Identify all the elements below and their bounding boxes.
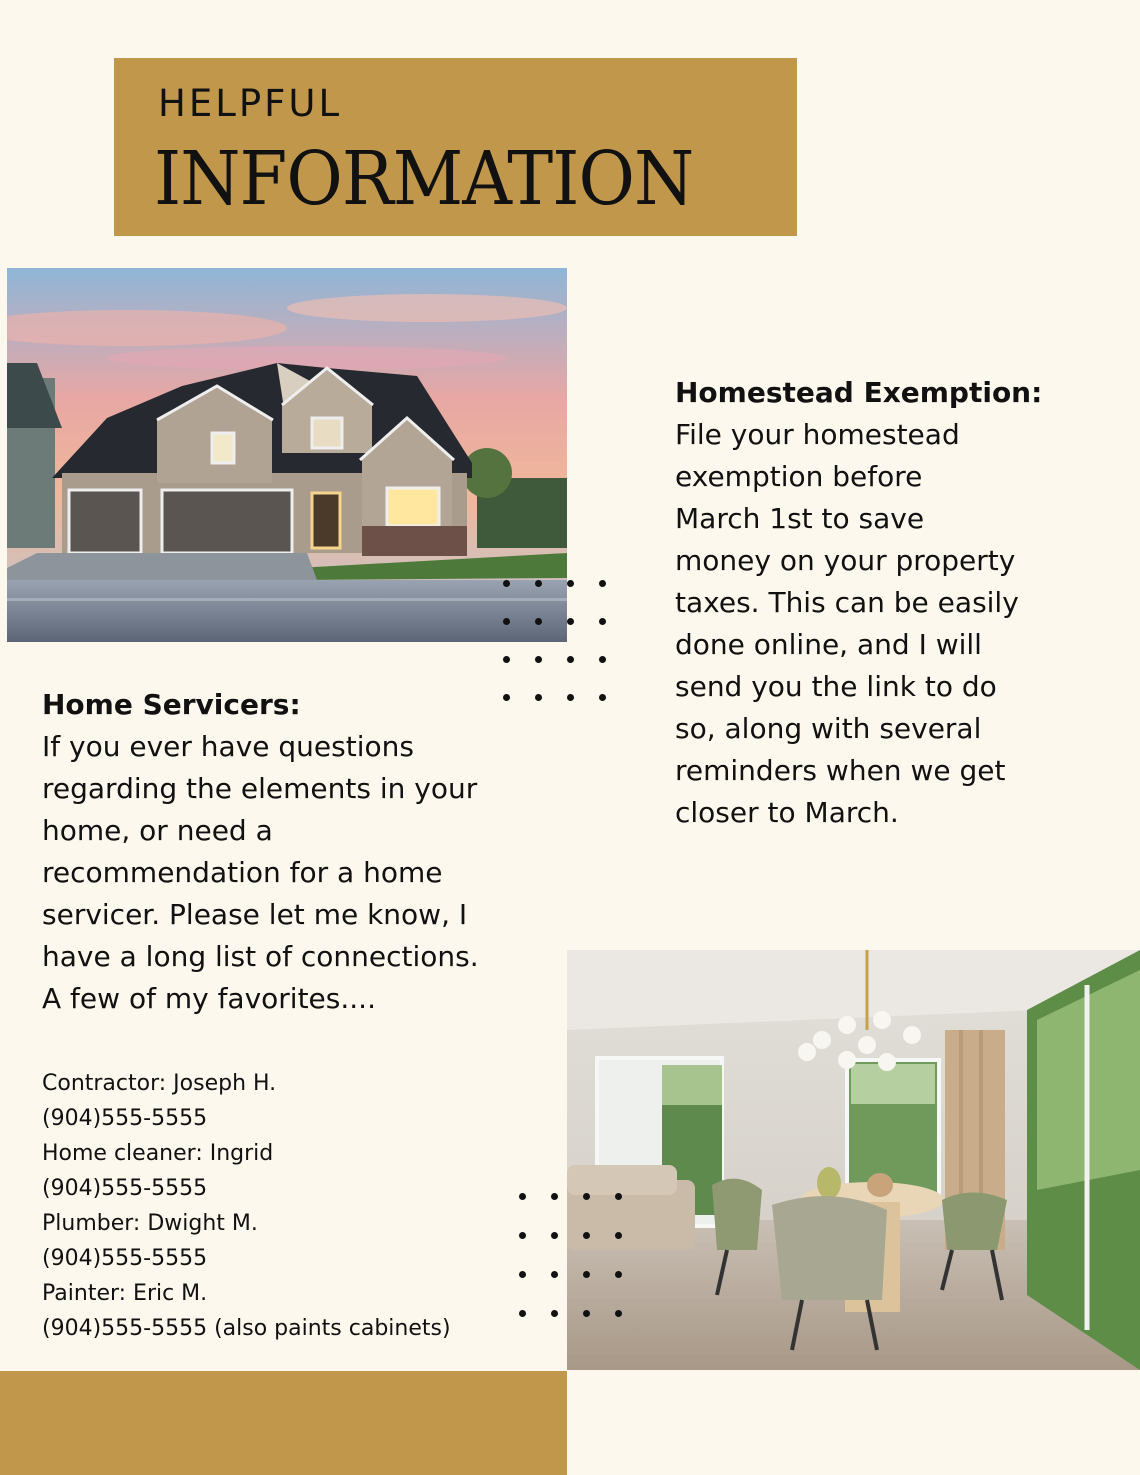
header-banner bbox=[114, 58, 797, 236]
servicers-line: home, or need a bbox=[42, 814, 273, 847]
homestead-section bbox=[675, 372, 1055, 834]
homestead-line: done online, and I will bbox=[675, 628, 982, 661]
homestead-line: closer to March. bbox=[675, 796, 899, 829]
contact-phone: (904)555-5555 bbox=[42, 1106, 208, 1131]
contact-phone: (904)555-5555 (also paints cabinets) bbox=[42, 1316, 451, 1341]
servicers-line: recommendation for a home bbox=[42, 856, 443, 889]
homestead-line: exemption before bbox=[675, 460, 923, 493]
servicers-body bbox=[42, 726, 512, 1020]
contact-phone: (904)555-5555 bbox=[42, 1176, 208, 1201]
contact-line: Painter: Eric M. bbox=[42, 1281, 208, 1306]
page-title: INFORMATION bbox=[154, 136, 694, 222]
contact-line: Plumber: Dwight M. bbox=[42, 1211, 258, 1236]
dining-room-photo bbox=[567, 950, 1140, 1370]
decorative-dot-grid bbox=[519, 1193, 629, 1318]
contact-phone: (904)555-5555 bbox=[42, 1246, 208, 1271]
footer-accent-bar bbox=[0, 1371, 567, 1475]
homestead-body bbox=[675, 414, 1055, 834]
home-servicers-section bbox=[42, 684, 512, 1020]
servicers-line: regarding the elements in your bbox=[42, 772, 478, 805]
contact-list bbox=[42, 1066, 542, 1346]
contact-line: Home cleaner: Ingrid bbox=[42, 1141, 274, 1166]
servicers-line: A few of my favorites.... bbox=[42, 982, 376, 1015]
decorative-dot-grid bbox=[503, 580, 613, 700]
homestead-line: money on your property bbox=[675, 544, 1016, 577]
homestead-line: File your homestead bbox=[675, 418, 960, 451]
servicers-line: servicer. Please let me know, I bbox=[42, 898, 468, 931]
contact-line: Contractor: Joseph H. bbox=[42, 1071, 277, 1096]
homestead-line: taxes. This can be easily bbox=[675, 586, 1019, 619]
servicers-line: have a long list of connections. bbox=[42, 940, 479, 973]
homestead-line: so, along with several bbox=[675, 712, 982, 745]
homestead-line: send you the link to do bbox=[675, 670, 997, 703]
homestead-line: reminders when we get bbox=[675, 754, 1006, 787]
homestead-line: March 1st to save bbox=[675, 502, 925, 535]
header-subtitle: HELPFUL bbox=[158, 82, 343, 125]
homestead-title: Homestead Exemption: bbox=[675, 376, 1043, 409]
servicers-line: If you ever have questions bbox=[42, 730, 414, 763]
house-exterior-photo bbox=[7, 268, 567, 642]
servicers-title: Home Servicers: bbox=[42, 688, 301, 721]
